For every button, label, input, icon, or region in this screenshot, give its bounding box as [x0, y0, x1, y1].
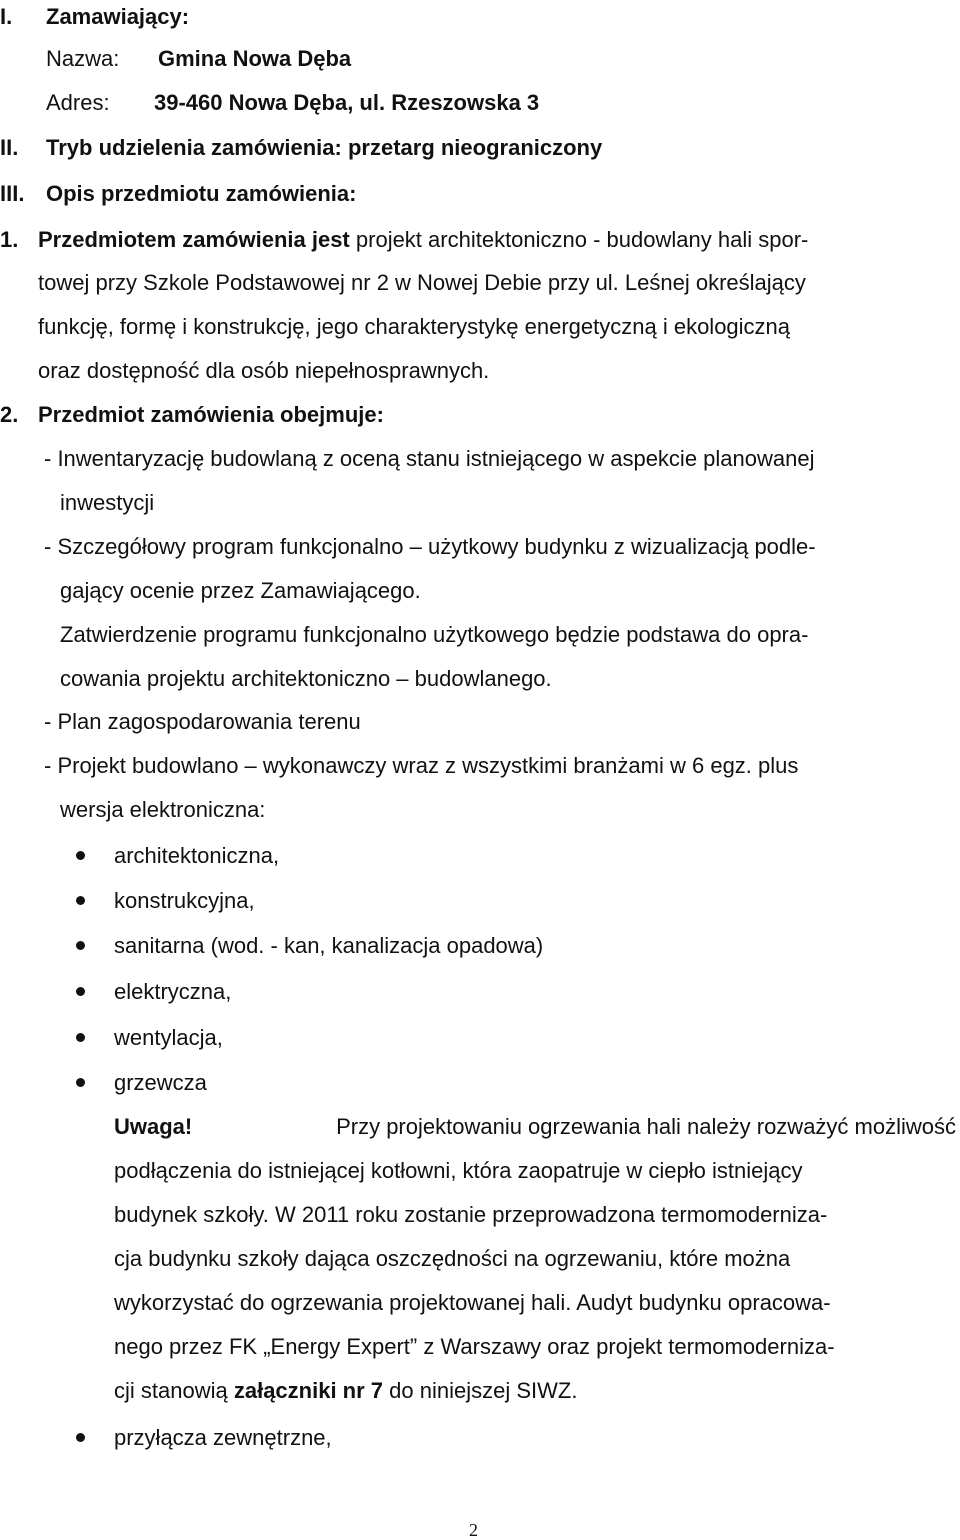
approval-line-1: Zatwierdzenie programu funkcjonalno użytkowego będzie podstawa do opra-	[60, 622, 809, 647]
note-line-6: nego przez FK „Energy Expert” z Warszawy oraz projekt termomoderniza-	[114, 1334, 835, 1359]
bullet-icon	[76, 1433, 85, 1442]
note-line-7-start: cji stanowią	[114, 1378, 228, 1403]
program-line-2: gający ocenie przez Zamawiającego.	[60, 578, 421, 603]
bullet-icon	[76, 896, 85, 905]
branch-item: grzewcza	[114, 1070, 207, 1095]
note-line-5: wykorzystać do ogrzewania projektowanej hali. Audyt budynku opracowa-	[114, 1290, 831, 1315]
branch-item: konstrukcyjna,	[114, 888, 255, 913]
bullet-icon	[76, 1033, 85, 1042]
point-2-number: 2.	[0, 402, 19, 427]
program-line-1: - Szczegółowy program funkcjonalno – użytkowy budynku z wizualizacją podle-	[44, 534, 816, 559]
section-3-heading: Opis przedmiotu zamówienia:	[46, 181, 357, 206]
branch-item-connections: przyłącza zewnętrzne,	[114, 1425, 332, 1450]
bullet-icon	[76, 941, 85, 950]
point-1-bold: Przedmiotem zamówienia jest	[38, 227, 350, 252]
attachment-reference: załączniki nr 7	[233, 1378, 384, 1403]
note-line-2: podłączenia do istniejącej kotłowni, która zaopatruje w ciepło istniejący	[114, 1158, 803, 1183]
note-line-3: budynek szkoły. W 2011 roku zostanie przeprowadzona termomoderniza-	[114, 1202, 828, 1227]
note-line-7	[114, 1377, 577, 1405]
name-label: Nazwa:	[46, 46, 120, 71]
project-line-1: - Projekt budowlano – wykonawczy wraz z wszystkimi branżami w 6 egz. plus	[44, 753, 799, 778]
point-1-line-3: funkcję, formę i konstrukcję, jego charakterystykę energetyczną i ekologiczną	[38, 314, 791, 339]
note-label: Uwaga!	[114, 1114, 193, 1139]
note-line-1-rest: Przy projektowaniu ogrzewania hali należy rozważyć możliwość	[336, 1114, 956, 1139]
section-2-number: II.	[0, 135, 19, 160]
inventory-line-2: inwestycji	[60, 490, 155, 515]
bullet-icon	[76, 987, 85, 996]
point-1-line-1	[38, 226, 956, 254]
section-1-number: I.	[0, 4, 13, 29]
point-1-line-4: oraz dostępność dla osób niepełnosprawnych.	[38, 358, 490, 383]
approval-line-2: cowania projektu architektoniczno – budowlanego.	[60, 666, 552, 691]
point-1-number: 1.	[0, 227, 19, 252]
bullet-icon	[76, 1078, 85, 1087]
project-line-2: wersja elektroniczna:	[60, 797, 266, 822]
branch-item: wentylacja,	[114, 1025, 223, 1050]
note-line-4: cja budynku szkoły dająca oszczędności na ogrzewaniu, które można	[114, 1246, 791, 1271]
name-value: Gmina Nowa Dęba	[158, 46, 352, 71]
address-value: 39-460 Nowa Dęba, ul. Rzeszowska 3	[154, 90, 540, 115]
section-1-heading: Zamawiający:	[46, 4, 190, 29]
branch-item: sanitarna (wod. - kan, kanalizacja opadowa)	[114, 933, 544, 958]
branch-item: elektryczna,	[114, 979, 232, 1004]
point-1-line-2: towej przy Szkole Podstawowej nr 2 w Nowej Debie przy ul. Leśnej określający	[38, 270, 806, 295]
site-plan-item: - Plan zagospodarowania terenu	[44, 709, 361, 734]
page-number: 2	[469, 1520, 478, 1540]
branch-item: architektoniczna,	[114, 843, 280, 868]
point-2-heading: Przedmiot zamówienia obejmuje:	[38, 402, 384, 427]
section-3-number: III.	[0, 181, 25, 206]
inventory-line-1: - Inwentaryzację budowlaną z oceną stanu istniejącego w aspekcie planowanej	[44, 446, 815, 471]
note-line-7-end: do niniejszej SIWZ.	[389, 1378, 578, 1403]
bullet-icon	[76, 851, 85, 860]
point-1-line-1-rest: projekt architektoniczno - budowlany hali spor-	[355, 227, 809, 252]
address-label: Adres:	[46, 90, 110, 115]
note-line-1	[114, 1113, 956, 1141]
procedure-text: Tryb udzielenia zamówienia: przetarg nieograniczony	[46, 135, 603, 160]
